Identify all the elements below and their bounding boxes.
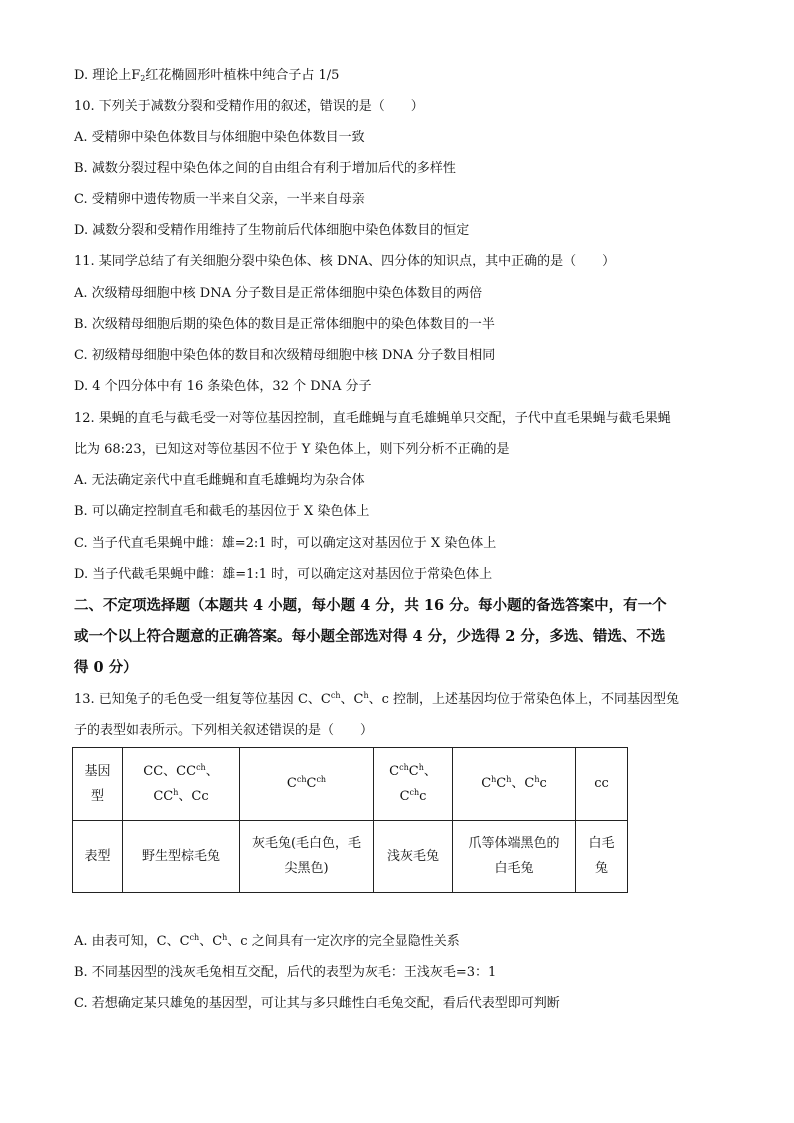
superscript: h [173, 787, 179, 797]
superscript: h [534, 775, 540, 785]
text: 白毛 [588, 836, 615, 852]
q11-option-a: A. 次级精母细胞中核 DNA 分子数目是正常体细胞中染色体数目的两倍 [74, 286, 483, 301]
text: C [496, 776, 507, 792]
table-cell [576, 820, 628, 893]
q11-option-b: B. 次级精母细胞后期的染色体的数目是正常体细胞中的染色体数目的一半 [74, 317, 495, 332]
text: C [286, 776, 297, 792]
q10-option-d: D. 减数分裂和受精作用维持了生物前后代体细胞中染色体数目的恒定 [74, 223, 470, 238]
superscript: h [491, 775, 497, 785]
section-2-heading-line-2: 或一个以上符合题意的正确答案。每小题全部选对得 4 分，少选得 2 分，多选、错选、不选 [74, 628, 666, 645]
text: 兔 [594, 861, 608, 877]
superscript: h [363, 691, 369, 700]
q12-option-a: A. 无法确定亲代中直毛雌蝇和直毛雄蝇均为杂合体 [74, 473, 365, 488]
superscript: ch [316, 775, 327, 785]
text: C [408, 763, 419, 779]
text: 红花椭圆形叶植株中纯合子占 1/5 [145, 68, 340, 83]
table-cell [374, 748, 453, 821]
text: 灰毛兔(毛白色，毛 [251, 836, 362, 852]
q11-option-d: D. 4 个四分体中有 16 条染色体，32 个 DNA 分子 [74, 379, 372, 394]
superscript: ch [399, 762, 409, 772]
text: C [306, 776, 317, 792]
text: 尖黑色) [284, 861, 329, 877]
text: C [399, 788, 410, 804]
text: 、c 之间具有一定次序的完全显隐性关系 [227, 934, 460, 949]
text: 、C [511, 776, 535, 792]
q12-option-b: B. 可以确定控制直毛和截毛的基因位于 X 染色体上 [74, 504, 370, 519]
q10-option-a: A. 受精卵中染色体数目与体细胞中染色体数目一致 [74, 130, 365, 145]
table-cell [453, 748, 576, 821]
text: CC、CC [143, 763, 197, 779]
text: 、 [423, 763, 437, 779]
superscript: ch [330, 691, 341, 700]
question-12-line-2: 比为 68:23，已知这对等位基因不位于 Y 染色体上，则下列分析不正确的是 [74, 442, 510, 457]
text: CC [153, 788, 174, 804]
table-header-phenotype: 表型 [73, 820, 123, 893]
table-cell: 野生型棕毛兔 [123, 820, 240, 893]
text: 、Cc [178, 788, 209, 804]
q13-option-b: B. 不同基因型的浅灰毛兔相互交配，后代的表型为灰毛：王浅灰毛=3：1 [74, 965, 497, 980]
question-13-line-1 [74, 691, 679, 709]
q9-option-d [74, 67, 339, 85]
table-cell [123, 748, 240, 821]
question-11: 11. 某同学总结了有关细胞分裂中染色体、核 DNA、四分体的知识点，其中正确的是（ ） [74, 254, 616, 269]
text: D. 理论上F [74, 68, 141, 83]
q11-option-c: C. 初级精母细胞中染色体的数目和次级精母细胞中核 DNA 分子数目相同 [74, 348, 496, 363]
superscript: h [506, 775, 512, 785]
table-cell: cc [576, 748, 628, 821]
superscript: ch [296, 775, 307, 785]
q13-option-a [74, 933, 460, 951]
subscript: 2 [140, 74, 146, 83]
superscript: ch [196, 762, 206, 772]
superscript: ch [409, 787, 420, 797]
table-cell [240, 820, 374, 893]
text: c [539, 776, 547, 792]
text: 、C [199, 934, 223, 949]
text: A. 由表可知，C、C [74, 934, 190, 949]
genotype-phenotype-table [72, 747, 628, 893]
superscript: ch [189, 933, 200, 942]
text: 基因 [84, 763, 111, 779]
q13-option-c: C. 若想确定某只雄兔的基因型，可让其与多只雌性白毛兔交配，看后代表型即可判断 [74, 996, 560, 1011]
text: 白毛兔 [494, 861, 534, 877]
table-row-genotype [73, 748, 628, 821]
text: 爪等体端黑色的 [468, 836, 560, 852]
section-2-heading-line-1: 二、不定项选择题（本题共 4 小题，每小题 4 分，共 16 分。每小题的备选答案中，有一个 [74, 597, 667, 614]
superscript: h [222, 933, 228, 942]
superscript: h [418, 762, 424, 772]
text: 型 [90, 788, 104, 804]
text: 、C [340, 692, 364, 707]
q10-option-c: C. 受精卵中遗传物质一半来自父亲，一半来自母亲 [74, 192, 365, 207]
table-row-phenotype [73, 820, 628, 893]
section-2-heading-line-3: 得 0 分） [74, 659, 138, 676]
text: 13. 已知兔子的毛色受一组复等位基因 C、C [74, 692, 331, 707]
q12-option-d: D. 当子代截毛果蝇中雌：雄=1:1 时，可以确定这对基因位于常染色体上 [74, 567, 493, 582]
table-cell [240, 748, 374, 821]
text: 、 [205, 763, 219, 779]
text: c [419, 788, 427, 804]
table-cell: 浅灰毛兔 [374, 820, 453, 893]
text: 、c 控制，上述基因均位于常染色体上，不同基因型兔 [368, 692, 680, 707]
question-13-line-2: 子的表型如表所示。下列相关叙述错误的是（ ） [74, 723, 374, 738]
question-10: 10. 下列关于减数分裂和受精作用的叙述，错误的是（ ） [74, 99, 424, 114]
q12-option-c: C. 当子代直毛果蝇中雌：雄=2:1 时，可以确定这对基因位于 X 染色体上 [74, 536, 497, 551]
text: C [481, 776, 492, 792]
table-header-genotype [73, 748, 123, 821]
text: C [389, 763, 400, 779]
q10-option-b: B. 减数分裂过程中染色体之间的自由组合有利于增加后代的多样性 [74, 161, 456, 176]
question-12-line-1: 12. 果蝇的直毛与截毛受一对等位基因控制，直毛雌蝇与直毛雄蝇单只交配，子代中直毛果蝇与截毛果蝇 [74, 411, 671, 426]
table-cell [453, 820, 576, 893]
